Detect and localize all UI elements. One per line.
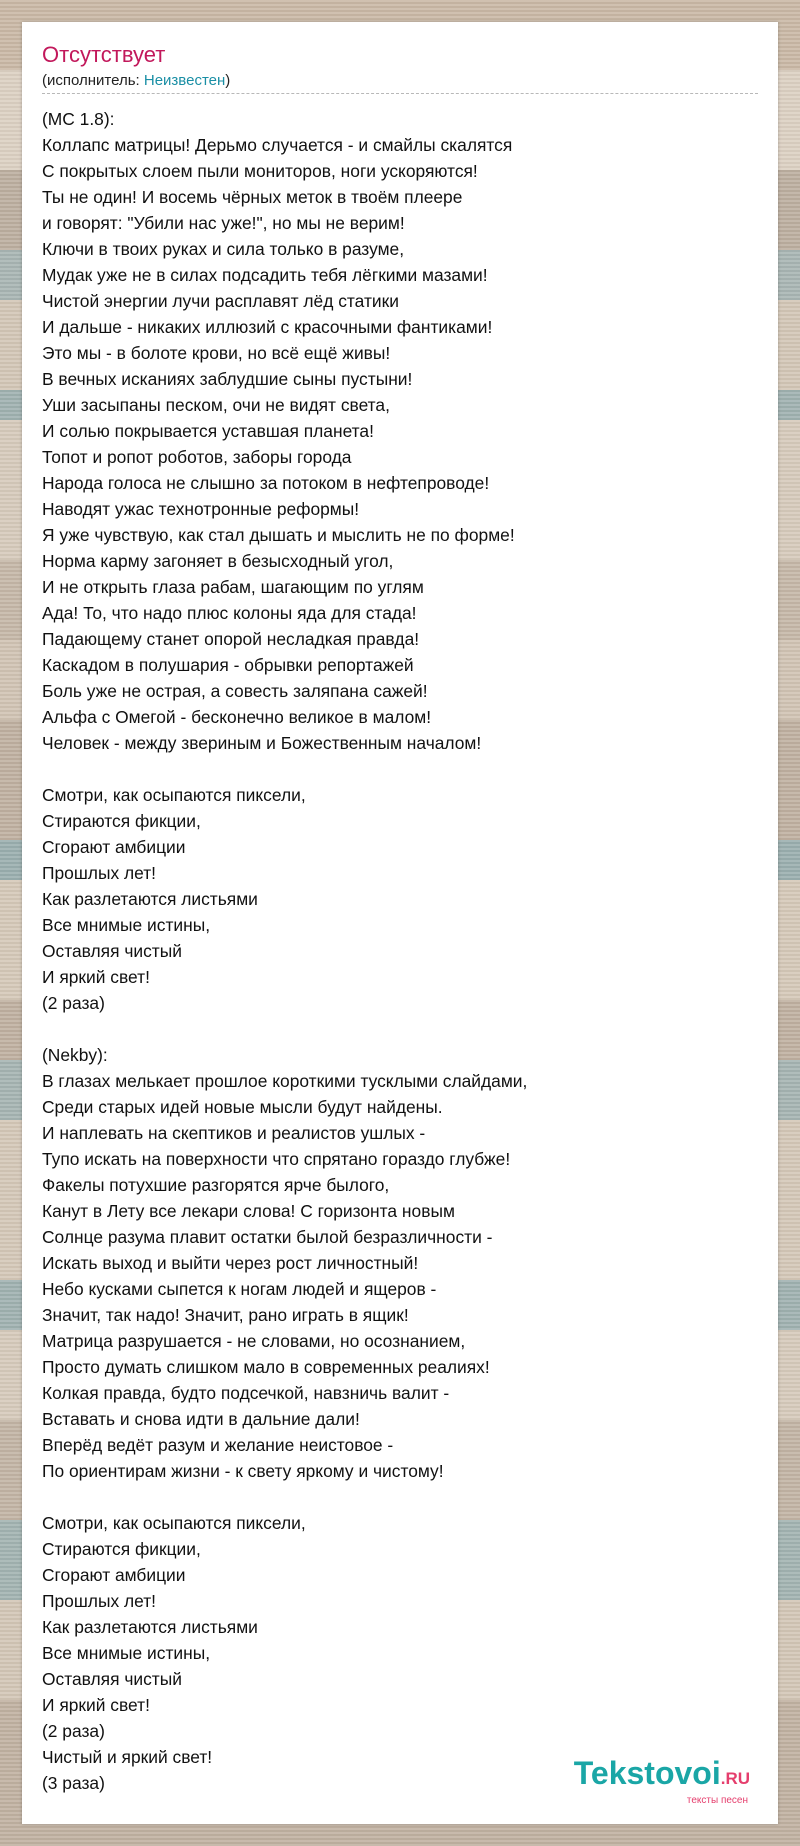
logo-tld: .RU [720,1769,750,1788]
title-divider [42,93,758,94]
song-title: Отсутствует [42,42,166,67]
site-logo[interactable] [574,1757,750,1806]
logo-name: Tekstovoi [573,1755,721,1791]
lyrics-text: (MC 1.8): Коллапс матрицы! Дерьмо случается - и смайлы скалятся С покрытых слоем пыли мониторов, ноги ускоряются! Ты не один! И восемь чёрных меток в твоём плеере и говорят: "Убили нас уже!", но мы не верим! Ключи в твоих руках и сила только в разуме, Мудак уже не в силах подсадить тебя лёгкими мазами! Чистой энергии лучи расплавят лёд статики И дальше - никаких иллюзий с красочными фантиками! Это мы - в болоте крови, но всё ещё живы! В вечных исканиях заблудшие сыны пустыни! Уши засыпаны песком, очи не видят света, И солью покрывается уставшая планета! Топот и ропот роботов, заборы города Народа голоса не слышно за потоком в нефтепроводе! Наводят ужас технотронные реформы! Я уже чувствую, как стал дышать и мыслить не по форме! Норма карму загоняет в безысходный угол, И не открыть глаза рабам, шагающим по углям Ада! То, что надо плюс колоны яда для стада! Падающему станет опорой несладкая правда! Каскадом в полушария - обрывки репортажей Боль уже не острая, а совесть заляпана сажей! Альфа с Омегой - бесконечно великое в малом! Человек - между звериным и Божественным началом! Смотри, как осыпаются пиксели, Стираются фикции, Сгорают амбиции Прошлых лет! Как разлетаются листьями Все мнимые истины, Оставляя чистый И яркий свет! (2 раза) (Nekby): В глазах мелькает прошлое короткими тусклыми слайдами, Среди старых идей новые мысли будут найдены. И наплевать на скептиков и реалистов ушлых - Тупо искать на поверхности что спрятано гораздо глубже! Факелы потухшие разгорятся ярче былого, Канут в Лету все лекари слова! С горизонта новым Солнце разума плавит остатки былой безразличности - Искать выход и выйти через рост личностный! Небо кусками сыпется к ногам людей и ящеров - Значит, так надо! Значит, рано играть в ящик! Матрица разрушается - не словами, но осознанием, Просто думать слишком мало в современных реалиях! Колкая правда, будто подсечкой, навзничь валит - Вставать и снова идти в дальние дали! Вперёд ведёт разум и желание неистовое - По ориентирам жизни - к свету яркому и чистому! Смотри, как осыпаются пиксели, Стираются фикции, Сгорают амбиции Прошлых лет! Как разлетаются листьями Все мнимые истины, Оставляя чистый И яркий свет! (2 раза) Чистый и яркий свет! (3 раза) [42,109,528,1793]
logo-wordmark [574,1757,750,1795]
artist-prefix: (исполнитель: [42,72,144,89]
artist-link[interactable]: Неизвестен [143,72,226,89]
lyrics-card [22,22,778,1824]
logo-tagline: тексты песен [686,1795,748,1806]
artist-suffix: ) [225,72,231,89]
artist-line [42,72,230,90]
